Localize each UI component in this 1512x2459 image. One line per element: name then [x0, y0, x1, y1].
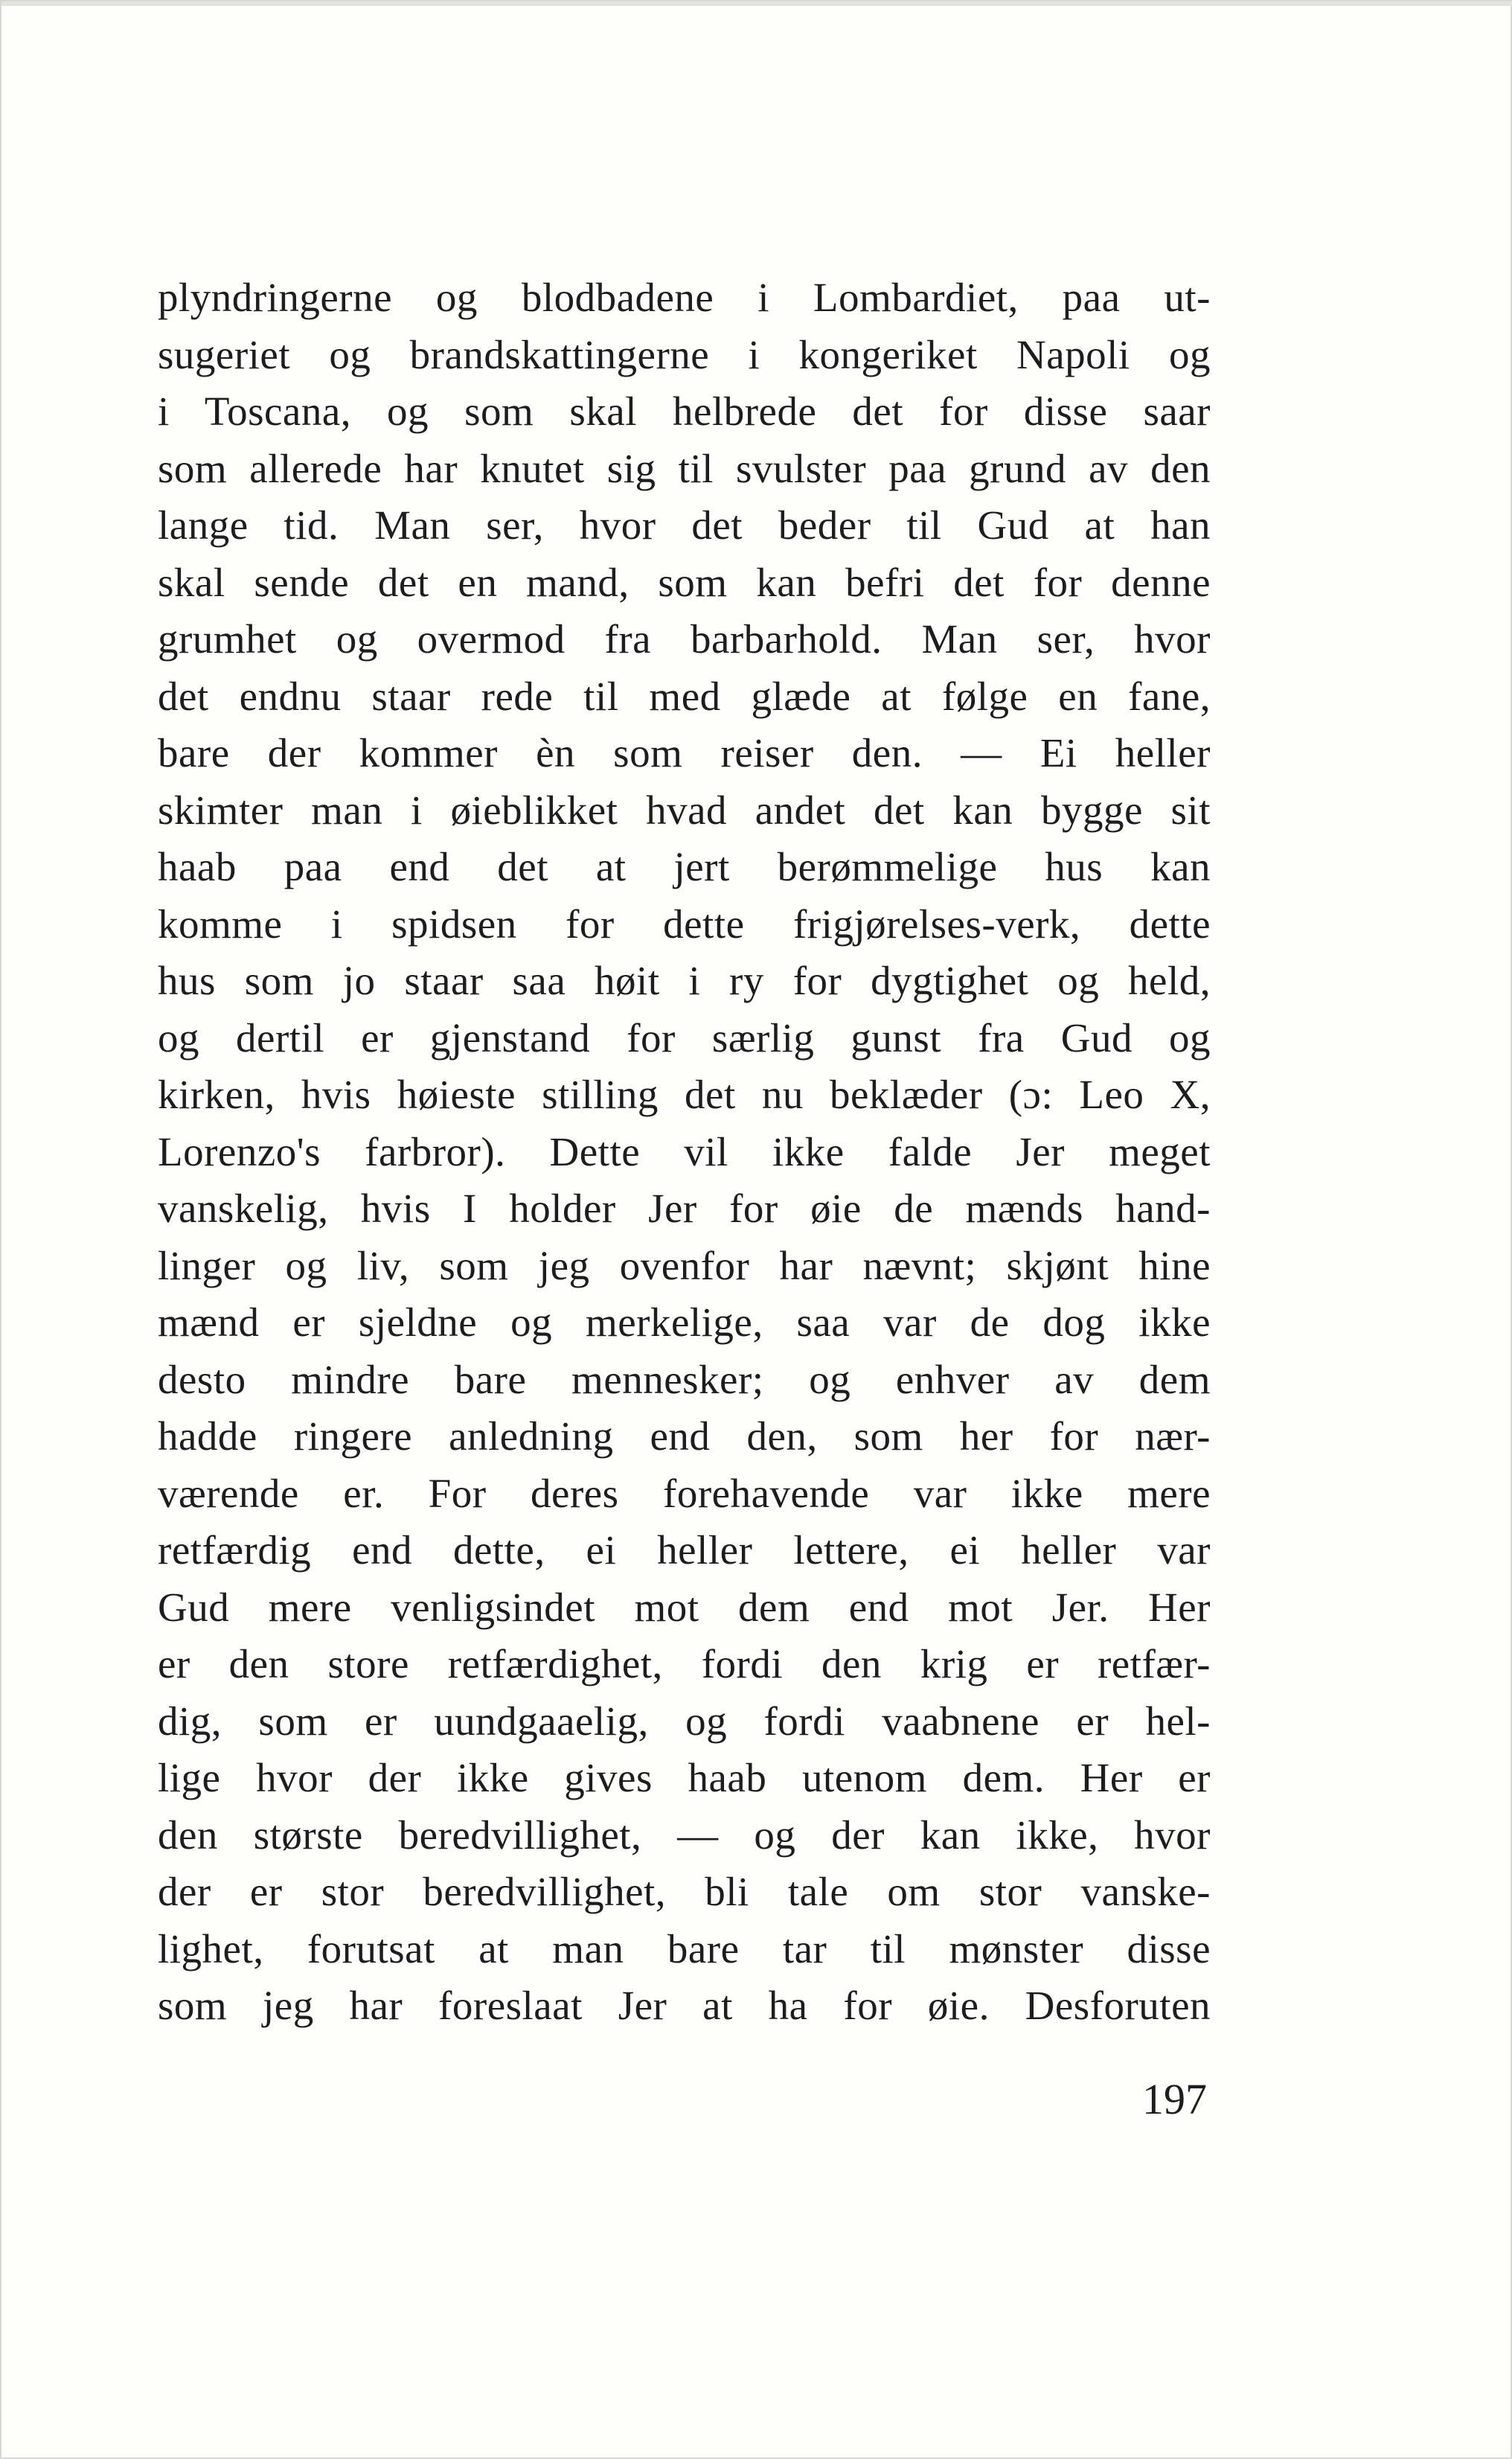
text-line: skimter man i øieblikket hvad andet det kan bygge sit	[158, 787, 1211, 833]
text-line: grumhet og overmod fra barbarhold. Man ser, hvor	[158, 616, 1211, 662]
text-line: mænd er sjeldne og merkelige, saa var de dog ikke	[158, 1299, 1211, 1345]
text-line: som allerede har knutet sig til svulster paa grund av den	[158, 445, 1211, 491]
text-line: i Toscana, og som skal helbrede det for disse saar	[158, 388, 1211, 434]
text-line: retfærdig end dette, ei heller lettere, ei heller var	[158, 1527, 1211, 1573]
text-line: hadde ringere anledning end den, som her for nær-	[158, 1413, 1211, 1459]
text-line: Gud mere venligsindet mot dem end mot Jer. Her	[158, 1584, 1211, 1630]
text-line: kirken, hvis høieste stilling det nu beklæder (ɔ: Leo X,	[158, 1072, 1211, 1117]
text-line: linger og liv, som jeg ovenfor har nævnt; skjønt hine	[158, 1242, 1211, 1288]
text-line: komme i spidsen for dette frigjørelses-verk, dette	[158, 901, 1211, 947]
text-line: er den store retfærdighet, fordi den krig er retfær-	[158, 1641, 1211, 1686]
text-line: værende er. For deres forehavende var ikke mere	[158, 1470, 1211, 1516]
text-line: som jeg har foreslaat Jer at ha for øie. Desforuten	[158, 1983, 1211, 2028]
page-number: 197	[1142, 2075, 1207, 2123]
text-line: Lorenzo's farbror). Dette vil ikke falde Jer meget	[158, 1128, 1211, 1174]
top-edge	[1, 1, 1512, 6]
text-line: haab paa end det at jert berømmelige hus kan	[158, 844, 1211, 889]
text-line: vanskelig, hvis I holder Jer for øie de mænds hand-	[158, 1186, 1211, 1231]
text-line: dig, som er uundgaaelig, og fordi vaabnene er hel-	[158, 1698, 1211, 1744]
text-line: skal sende det en mand, som kan befri det for denne	[158, 559, 1211, 605]
text-line: bare der kommer èn som reiser den. — Ei heller	[158, 730, 1211, 776]
text-line: lige hvor der ikke gives haab utenom dem. Her er	[158, 1755, 1211, 1800]
text-line: sugeriet og brandskattingerne i kongeriket Napoli og	[158, 331, 1211, 377]
text-line: plyndringerne og blodbadene i Lombardiet, paa ut-	[158, 275, 1211, 320]
text-line: der er stor beredvillighet, bli tale om stor vanske-	[158, 1869, 1211, 1914]
text-line: den største beredvillighet, — og der kan ikke, hvor	[158, 1812, 1211, 1858]
text-line: og dertil er gjenstand for særlig gunst fra Gud og	[158, 1014, 1211, 1061]
text-line: hus som jo staar saa høit i ry for dygtighet og held,	[158, 958, 1211, 1003]
text-line: det endnu staar rede til med glæde at følge en fane,	[158, 673, 1211, 719]
text-line: lange tid. Man ser, hvor det beder til Gud at han	[158, 502, 1211, 548]
text-line: lighet, forutsat at man bare tar til mønster disse	[158, 1925, 1211, 1972]
text-line: desto mindre bare mennesker; og enhver av dem	[158, 1356, 1211, 1402]
body-text	[158, 269, 1211, 2035]
